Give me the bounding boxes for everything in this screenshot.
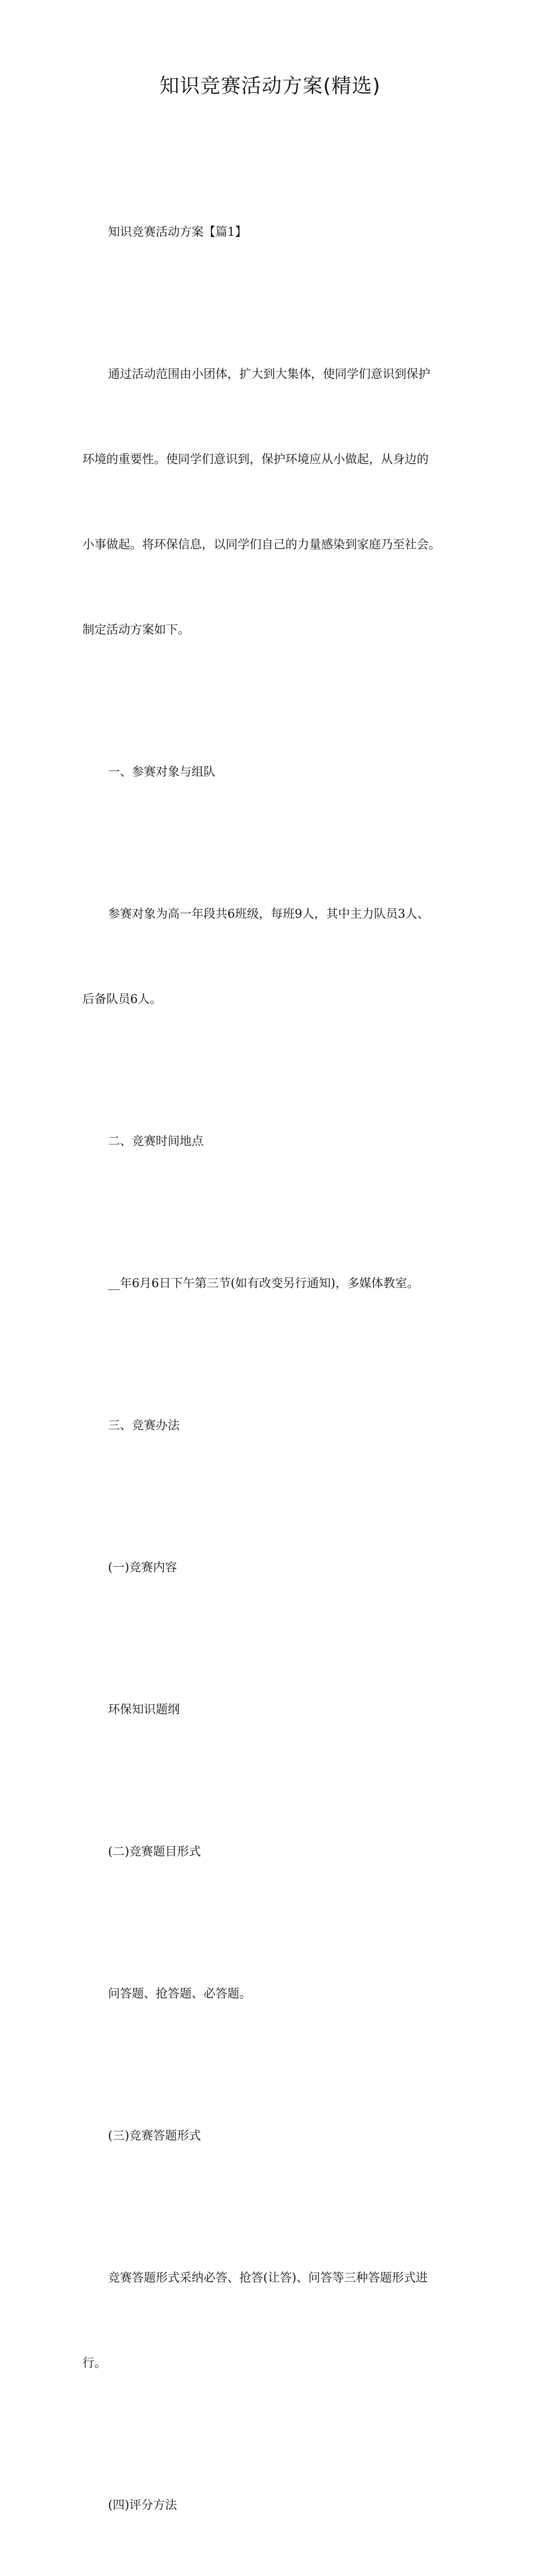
text-line: __年6月6日下午第三节(如有改变另行通知)，多媒体教室。 <box>108 1276 419 1290</box>
section-heading-time-place <box>82 1070 475 1212</box>
section-heading-plan <box>82 161 475 303</box>
text-line: 后备队员6人。 <box>82 992 162 1006</box>
text-line: 竞赛答题形式采纳必答、抢答(让答)、问答等三种答题形式进 <box>108 2271 428 2284</box>
document-body <box>82 161 475 2576</box>
content-paragraph <box>82 1638 475 1780</box>
text-line: 问答题、抢答题、必答题。 <box>108 1987 251 2000</box>
text-line: (三)竞赛答题形式 <box>108 2129 201 2142</box>
intro-paragraph <box>82 303 475 701</box>
subheading-question-type <box>82 1780 475 1922</box>
text-line: 通过活动范围由小团体，扩大到大集体，使同学们意识到保护 <box>108 367 430 381</box>
text-line: 行。 <box>82 2356 106 2370</box>
time-place-paragraph <box>82 1212 475 1354</box>
section-heading-participants <box>82 701 475 843</box>
answer-format-paragraph <box>82 2207 475 2434</box>
text-line: 二、竞赛时间地点 <box>108 1134 203 1148</box>
text-line: 小事做起。将环保信息，以同学们自己的力量感染到家庭乃至社会。 <box>82 538 441 551</box>
text-line: (一)竞赛内容 <box>108 1560 177 1574</box>
section-heading-method <box>82 1354 475 1496</box>
subheading-scoring <box>82 2434 475 2576</box>
text-line: 三、竞赛办法 <box>108 1418 180 1432</box>
text-line: 环境的重要性。使同学们意识到，保护环境应从小做起，从身边的 <box>82 452 429 466</box>
subheading-content <box>82 1496 475 1638</box>
text-line: (四)评分方法 <box>108 2498 177 2512</box>
document-title: 知识竞赛活动方案(精选) <box>159 75 381 98</box>
participants-paragraph <box>82 843 475 1070</box>
text-line: 一、参赛对象与组队 <box>108 765 215 779</box>
subheading-answer-format <box>82 2065 475 2207</box>
text-line: 制定活动方案如下。 <box>82 623 190 636</box>
text-line: 环保知识题纲 <box>108 1703 180 1716</box>
text-line: (二)竞赛题目形式 <box>108 1845 201 1858</box>
question-type-paragraph <box>82 1922 475 2065</box>
text-line: 知识竞赛活动方案【篇1】 <box>108 225 247 239</box>
text-line: 参赛对象为高一年段共6班级，每班9人，其中主力队员3人、 <box>108 907 430 921</box>
